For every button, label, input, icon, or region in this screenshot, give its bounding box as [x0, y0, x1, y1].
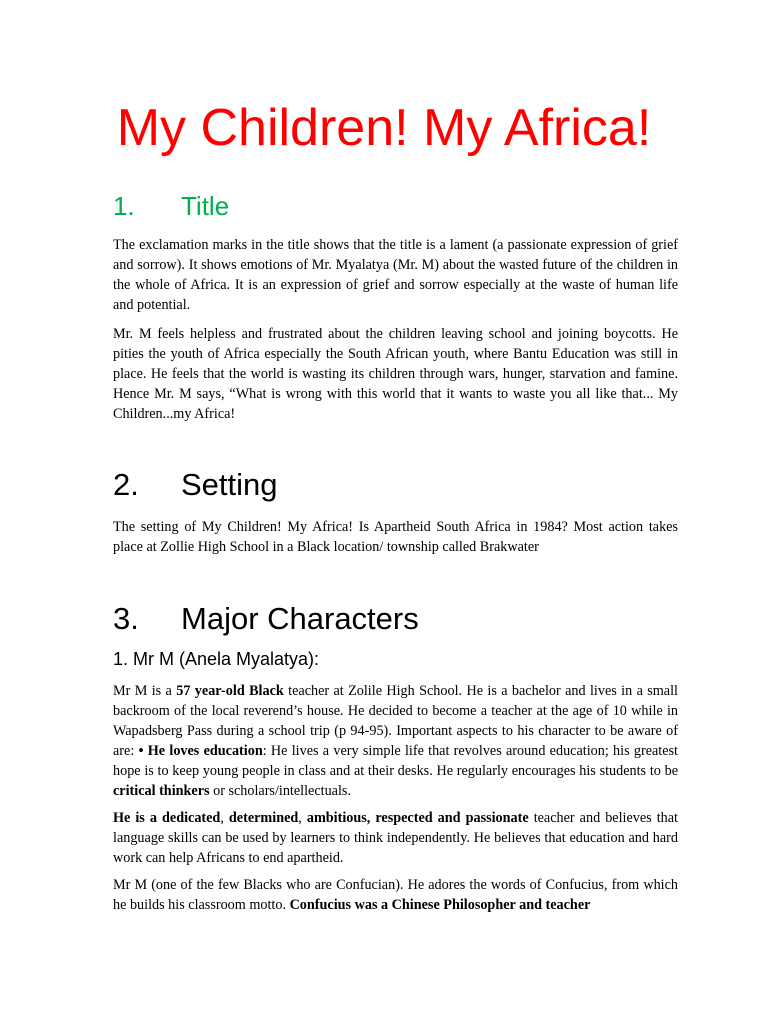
paragraph-setting: The setting of My Children! My Africa! Is Apartheid South Africa in 1984? Most action takes place at Zollie High School in a Black location/ township called Brakwater — [113, 519, 678, 555]
text-run: teacher and believes that language skills can be used by learners to think independently. He believes that education and hard work can help Africans to end apartheid. — [113, 810, 678, 866]
bold-text-run: 57 year-old Black — [176, 683, 284, 699]
bold-text-run: • He loves education — [138, 743, 263, 759]
paragraph-mr-m-feelings: Mr. M feels helpless and frustrated about the children leaving school and joining boycotts. He pities the youth of Africa especially the South African youth, where Bantu Education was still in place. He feels that the world is wasting its children through wars, hunger, starvation and famine. Hence Mr. M says, “What is wrong with this world that it wants to waste you all like that... My Children...my Africa! — [113, 326, 678, 422]
text-run: , — [298, 810, 307, 826]
bold-text-run: ambitious, respected and passionate — [306, 810, 529, 826]
section-heading-setting — [113, 466, 278, 504]
paragraph-title-meaning: The exclamation marks in the title shows that the title is a lament (a passionate expression of grief and sorrow). It shows emotions of Mr. Myalatya (Mr. M) about the wasted future of the children in the whole of Africa. It is an expression of grief and sorrow especially at the waste of human life and potential. — [113, 237, 678, 313]
section-number: 2. — [113, 467, 139, 502]
text-run: : He lives a very simple life that revolves around education; his greatest hope is to keep young people in class and at their desks. He regularly encourages his students to be — [113, 743, 678, 779]
paragraph-mr-m-qualities — [113, 808, 678, 868]
paragraph-mr-m-confucian — [113, 875, 678, 915]
section-heading-text: Title — [181, 191, 230, 221]
paragraph-mr-m-description — [113, 681, 678, 801]
section-heading-text: Setting — [181, 467, 278, 502]
text-run: , — [220, 810, 229, 826]
bold-text-run: He is a dedicated — [113, 810, 221, 826]
section-heading-major-characters — [113, 600, 419, 638]
text-run: or scholars/intellectuals. — [209, 783, 351, 799]
bold-text-run: critical thinkers — [113, 783, 210, 799]
text-run: teacher at Zolile High School. He is a bachelor and lives in a small backroom of the local reverend’s house. He decided to become a teacher at the age of 10 while in Wapadsberg Pass during a school trip (p 94-95). Important aspects to his character to be aware of are: — [113, 683, 678, 759]
subsection-number: 1. — [113, 649, 129, 669]
section-number: 3. — [113, 601, 139, 636]
subheading-mr-m — [113, 647, 319, 671]
section-heading-text: Major Characters — [181, 601, 419, 636]
subsection-heading-text: Mr M (Anela Myalatya): — [133, 649, 320, 669]
section-number: 1. — [113, 191, 135, 221]
document-title: My Children! My Africa! — [116, 99, 652, 157]
bold-text-run: Confucius was a Chinese Philosopher and teacher — [289, 897, 591, 913]
bold-text-run: determined — [228, 810, 299, 826]
text-run: Mr M (one of the few Blacks who are Confucian). He adores the words of Confucius, from which he builds his classroom motto. — [113, 877, 678, 913]
section-heading-title — [113, 190, 229, 222]
text-run: Mr M is a — [113, 683, 177, 699]
